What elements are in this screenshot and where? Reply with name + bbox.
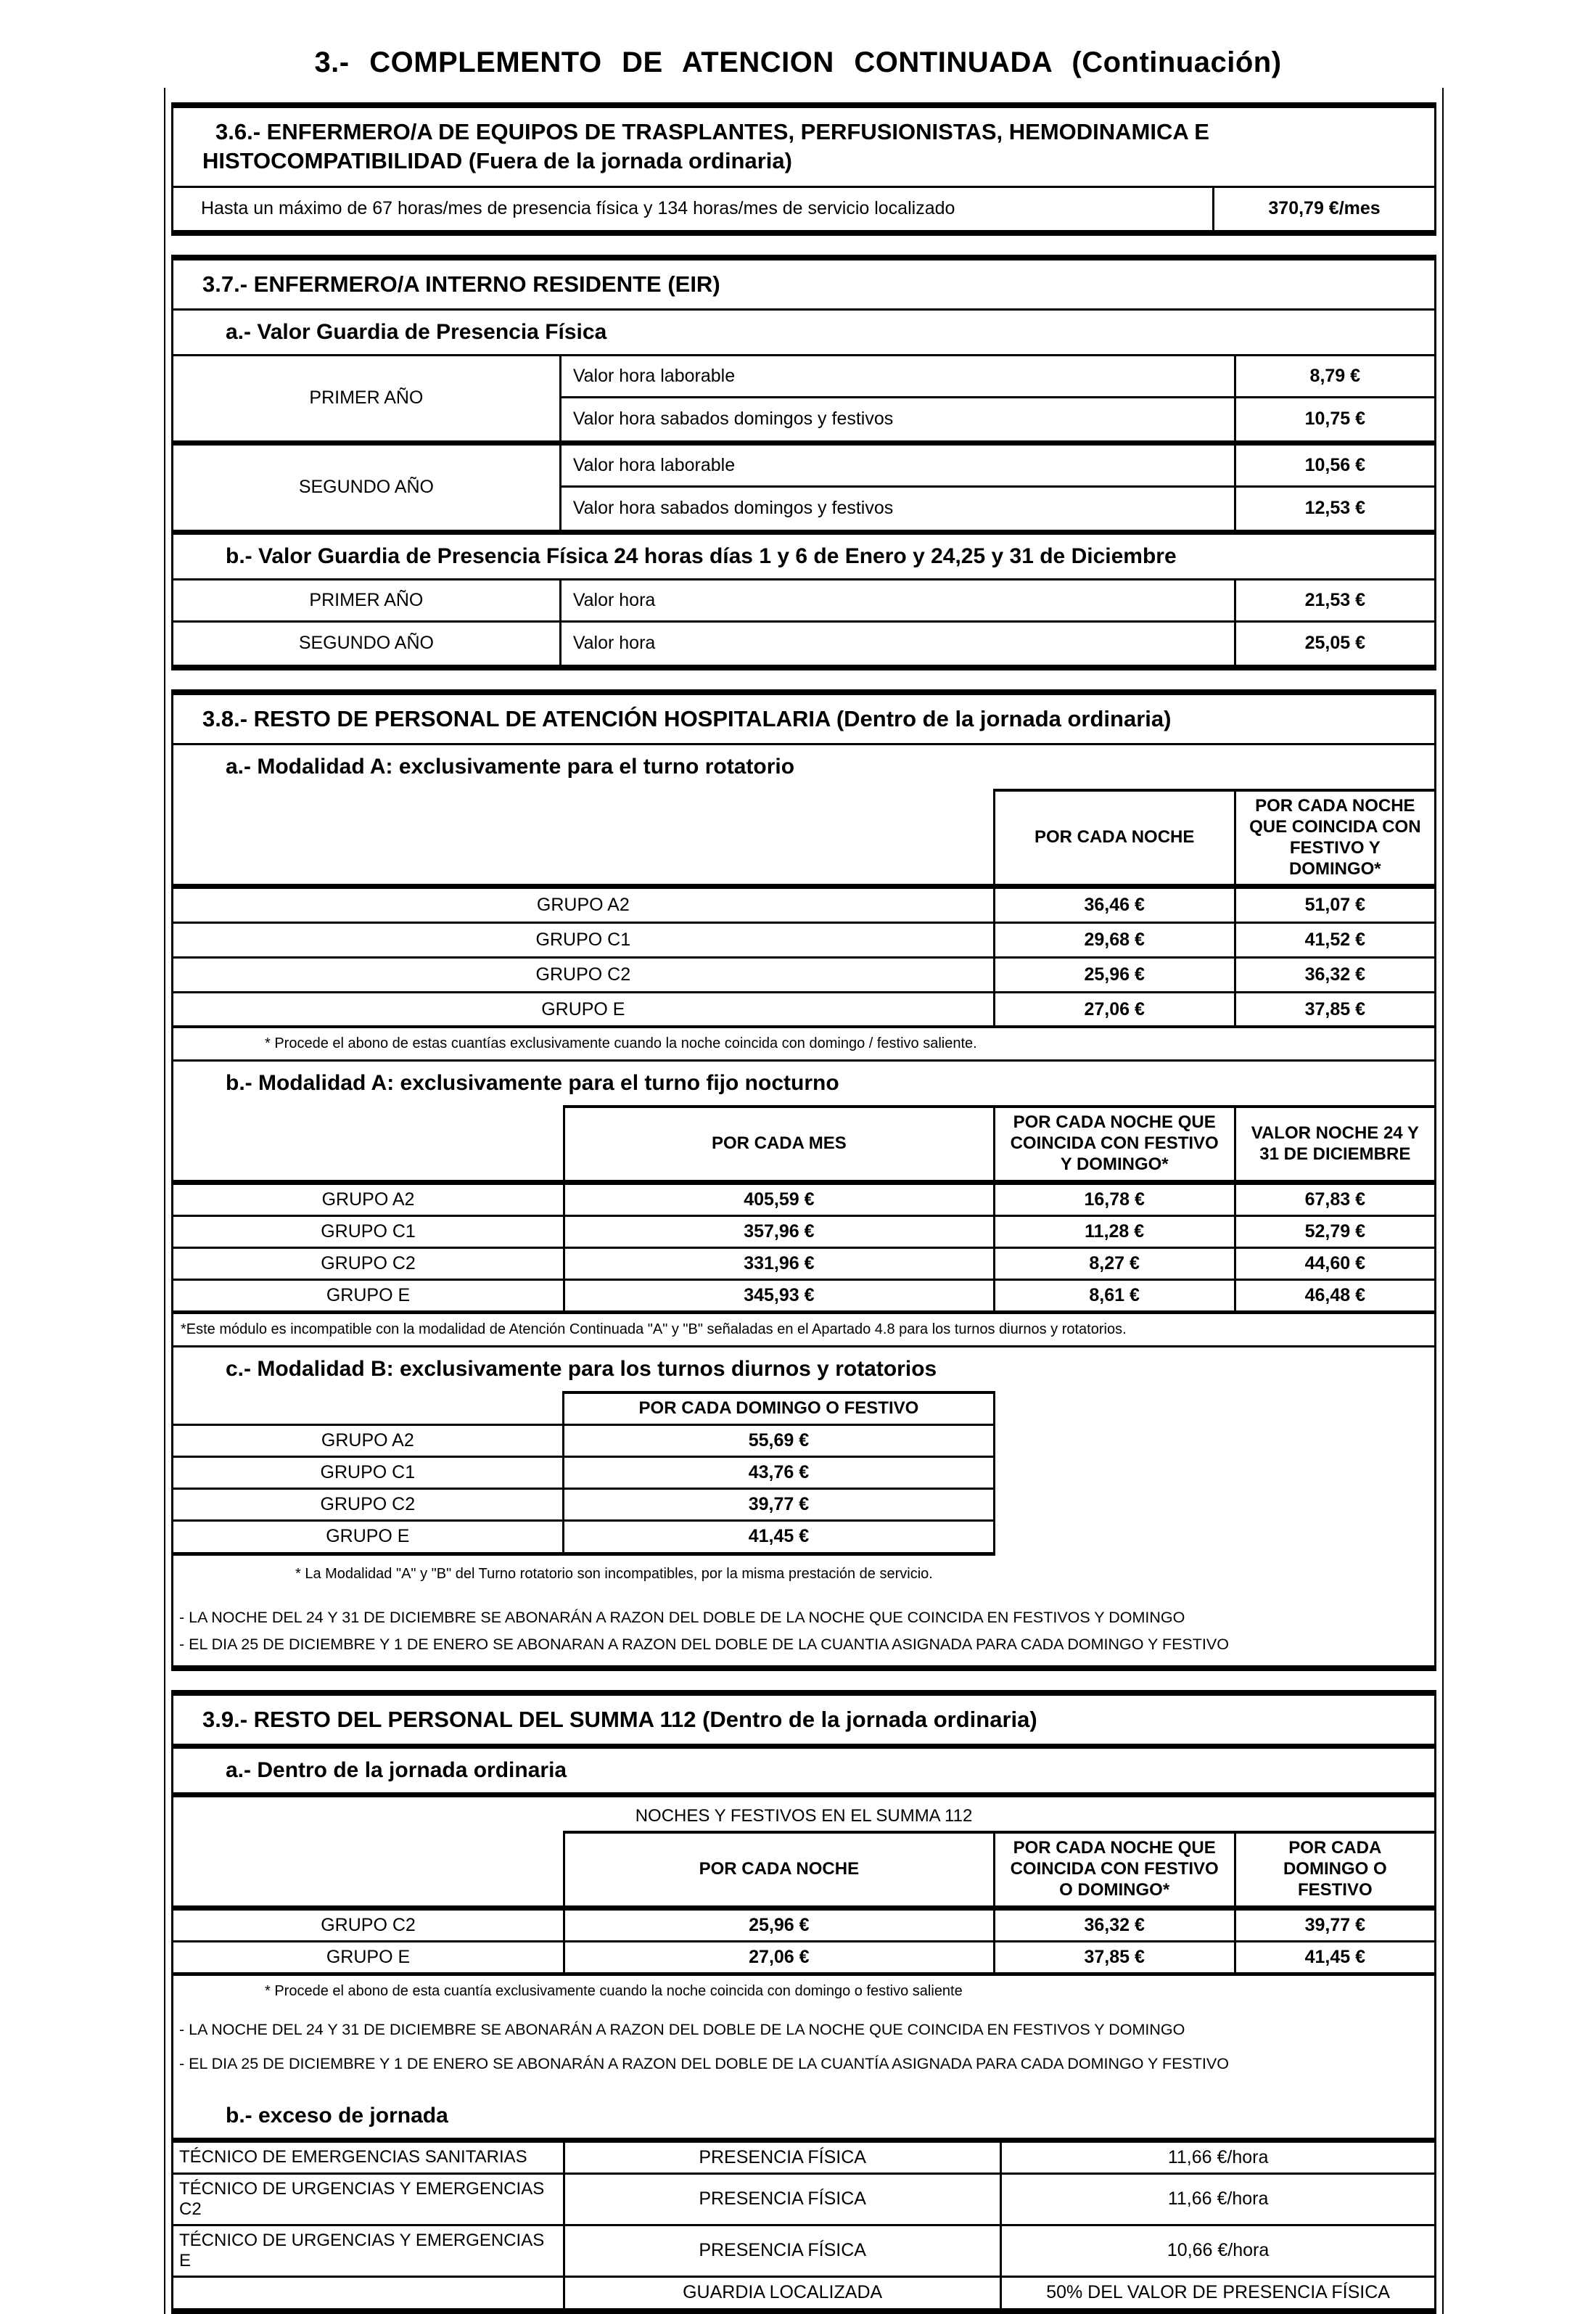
rate-value: 37,85 € [993, 1942, 1234, 1972]
mode-label: PRESENCIA FÍSICA [563, 2175, 1000, 2224]
table-row [173, 1490, 993, 1522]
rate-value: 41,52 € [1234, 924, 1434, 956]
subheading-c-row [173, 1347, 1434, 1391]
rate-label: Valor hora laborable [559, 356, 1234, 398]
section-3-8 [171, 689, 1436, 1671]
subheading-b-row [173, 535, 1434, 580]
subheading-a-row [173, 745, 1434, 789]
empty-cell [173, 1105, 563, 1179]
rate-value: 46,48 € [1234, 1281, 1434, 1310]
rate-value: 43,76 € [562, 1458, 993, 1488]
table-row [173, 1458, 993, 1490]
subheading-a-row [173, 1749, 1434, 1797]
rate-value: 8,61 € [993, 1281, 1234, 1310]
footnote: * Procede el abono de esta cuantía exclusivamente cuando la noche coincida con domingo o festivo saliente [265, 1982, 963, 1999]
column-header-noche: POR CADA NOCHE [993, 789, 1234, 884]
empty-cell [173, 789, 993, 884]
group-label: SEGUNDO AÑO [298, 477, 434, 498]
rate-value: 50% DEL VALOR DE PRESENCIA FÍSICA [1000, 2278, 1434, 2308]
rate-value: 12,53 € [1234, 488, 1434, 530]
notes-block [173, 1593, 1434, 1665]
rate-value: 39,77 € [562, 1490, 993, 1519]
table-row [173, 2278, 1434, 2308]
note-line: - EL DIA 25 DE DICIEMBRE Y 1 DE ENERO SE ABONARAN A RAZON DEL DOBLE DE LA CUANTIA ASIGNADA PARA CADA DOMINGO Y FESTIVO [179, 1635, 1229, 1653]
footnote-a: * Procede el abono de estas cuantías exclusivamente cuando la noche coincida con domingo / festivo saliente. [265, 1035, 977, 1052]
rate-value: 41,45 € [562, 1522, 993, 1552]
table-row [173, 924, 1434, 959]
rate-value: 405,59 € [563, 1185, 993, 1215]
empty-cell [173, 1831, 563, 1905]
table-row [173, 1942, 1434, 1976]
group-label: GRUPO A2 [536, 895, 630, 916]
document-frame [164, 88, 1444, 2314]
table-modalidad-b [173, 1391, 995, 1556]
table-row [173, 623, 1434, 665]
table-caption: NOCHES Y FESTIVOS EN EL SUMMA 112 [635, 1806, 973, 1826]
table-c-header-row [173, 1391, 993, 1426]
section-3-6 [171, 102, 1436, 236]
subheading-a: a.- Modalidad A: exclusivamente para el turno rotatorio [226, 755, 795, 779]
mode-label: GUARDIA LOCALIZADA [563, 2278, 1000, 2308]
table-b-header-row [173, 1105, 1434, 1184]
footnote-c: * La Modalidad "A" y "B" del Turno rotatorio son incompatibles, por la misma prestación de servicio. [295, 1565, 933, 1582]
section-3-7-heading: 3.7.- ENFERMERO/A INTERNO RESIDENTE (EIR) [202, 271, 720, 297]
condition-value: 370,79 €/mes [1212, 188, 1434, 230]
table-row [173, 1281, 1434, 1314]
subheading-b: b.- Modalidad A: exclusivamente para el turno fijo nocturno [226, 1071, 839, 1096]
condition-text: Hasta un máximo de 67 horas/mes de presencia física y 134 horas/mes de servicio localizado [201, 198, 955, 219]
table-row [173, 959, 1434, 993]
table-row [173, 2143, 1434, 2175]
rate-value: 27,06 € [563, 1942, 993, 1972]
table-row [173, 1185, 1434, 1217]
table-row [173, 580, 1434, 623]
subheading-a: a.- Dentro de la jornada ordinaria [226, 1758, 567, 1783]
column-header-festivo: POR CADA NOCHE QUE COINCIDA CON FESTIVO Y DOMINGO* [993, 1105, 1234, 1179]
mode-label: PRESENCIA FÍSICA [563, 2143, 1000, 2173]
group-label: GRUPO C1 [320, 1461, 416, 1482]
rate-label: Valor hora sabados domingos y festivos [559, 398, 1234, 440]
rate-value: 41,45 € [1234, 1942, 1434, 1972]
role-label [173, 2278, 563, 2308]
rate-value: 11,66 €/hora [1000, 2175, 1434, 2224]
group-label: GRUPO E [326, 1526, 410, 1547]
group-label: PRIMER AÑO [309, 589, 424, 610]
table-a-header-row [173, 789, 1434, 889]
subheading-b: b.- exceso de jornada [226, 2103, 448, 2128]
group-label: GRUPO C2 [320, 1493, 416, 1514]
rate-value: 25,05 € [1234, 623, 1434, 665]
note-line: - LA NOCHE DEL 24 Y 31 DE DICIEMBRE SE ABONARÁN A RAZON DEL DOBLE DE LA NOCHE QUE COINCIDA EN FESTIVOS Y DOMINGO [179, 2020, 1185, 2038]
rate-value: 8,27 € [993, 1249, 1234, 1279]
rate-value: 36,32 € [993, 1911, 1234, 1940]
rate-value: 36,46 € [993, 889, 1234, 922]
rate-label: Valor hora laborable [559, 446, 1234, 488]
rate-value: 27,06 € [993, 993, 1234, 1025]
role-label: TÉCNICO DE URGENCIAS Y EMERGENCIAS C2 [179, 2178, 545, 2219]
footnote-row [173, 1314, 1434, 1347]
group-label: GRUPO C1 [535, 930, 631, 951]
subheading-c: c.- Modalidad B: exclusivamente para los turnos diurnos y rotatorios [226, 1356, 937, 1381]
group-label: GRUPO E [541, 998, 625, 1019]
group-label: GRUPO C2 [321, 1914, 416, 1935]
role-label: TÉCNICO DE EMERGENCIAS SANITARIAS [179, 2147, 527, 2167]
rate-value: 21,53 € [1234, 580, 1434, 620]
rate-value: 10,75 € [1234, 398, 1434, 440]
rate-value: 25,96 € [563, 1911, 993, 1940]
group-label: GRUPO C2 [535, 964, 631, 985]
rate-value: 357,96 € [563, 1217, 993, 1247]
rate-value: 51,07 € [1234, 889, 1434, 922]
column-header-domingo-festivo: POR CADA DOMINGO O FESTIVO [562, 1391, 993, 1424]
notes-block [173, 2003, 1434, 2094]
group-label: GRUPO E [326, 1946, 411, 1967]
rate-value: 39,77 € [1234, 1911, 1434, 1940]
section-3-9-heading: 3.9.- RESTO DEL PERSONAL DEL SUMMA 112 (Dentro de la jornada ordinaria) [202, 1706, 1037, 1732]
section-3-8-heading-row [173, 695, 1434, 745]
footnote-row [173, 1976, 1434, 2003]
row-group-primer-ano [173, 356, 1434, 446]
column-header-noche: POR CADA NOCHE [563, 1831, 993, 1905]
table-row [173, 889, 1434, 924]
table-row [173, 2226, 1434, 2278]
note-line: - EL DIA 25 DE DICIEMBRE Y 1 DE ENERO SE ABONARÁN A RAZON DEL DOBLE DE LA CUANTÍA ASIGNADA PARA CADA DOMINGO Y FESTIVO [179, 2054, 1229, 2072]
rate-label: Valor hora [559, 580, 1234, 620]
group-label: GRUPO E [326, 1284, 411, 1305]
page-title: 3.- COMPLEMENTO DE ATENCION CONTINUADA (Continuación) [314, 46, 1282, 78]
rate-value: 11,28 € [993, 1217, 1234, 1247]
rate-value: 10,56 € [1234, 446, 1434, 488]
rate-value: 37,85 € [1234, 993, 1434, 1025]
column-header-valor-noche: VALOR NOCHE 24 Y 31 DE DICIEMBRE [1234, 1105, 1434, 1179]
footnote-row [173, 1556, 1434, 1593]
role-label: TÉCNICO DE URGENCIAS Y EMERGENCIAS E [179, 2230, 545, 2270]
rate-value: 345,93 € [563, 1281, 993, 1310]
group-label: SEGUNDO AÑO [298, 633, 434, 654]
section-3-7 [171, 255, 1436, 670]
table-row [173, 993, 1434, 1028]
section-3-6-condition-row [173, 188, 1434, 230]
rate-label: Valor hora sabados domingos y festivos [559, 488, 1234, 530]
row-group-segundo-ano [173, 446, 1434, 535]
table-row [173, 1911, 1434, 1942]
table-header-row [173, 1831, 1434, 1910]
group-label: GRUPO C1 [321, 1220, 416, 1242]
rate-label: Valor hora [559, 623, 1234, 665]
group-label: GRUPO A2 [321, 1189, 415, 1210]
table-caption-row [173, 1797, 1434, 1831]
note-line: - LA NOCHE DEL 24 Y 31 DE DICIEMBRE SE ABONARÁN A RAZON DEL DOBLE DE LA NOCHE QUE COINCIDA EN FESTIVOS Y DOMINGO [179, 1608, 1185, 1626]
rate-value: 29,68 € [993, 924, 1234, 956]
section-3-8-heading: 3.8.- RESTO DE PERSONAL DE ATENCIÓN HOSPITALARIA (Dentro de la jornada ordinaria) [202, 705, 1172, 731]
column-header-festivo: POR CADA NOCHE QUE COINCIDA CON FESTIVO Y DOMINGO* [1234, 789, 1434, 884]
subheading-a-row [173, 311, 1434, 356]
rate-value: 55,69 € [562, 1426, 993, 1456]
rate-value: 331,96 € [563, 1249, 993, 1279]
section-3-9 [171, 1690, 1436, 2314]
subheading-a: a.- Valor Guardia de Presencia Física [226, 319, 607, 344]
subheading-b-row [173, 2094, 1434, 2143]
subheading-b-row [173, 1062, 1434, 1105]
group-label: GRUPO A2 [321, 1429, 414, 1451]
column-header-mes: POR CADA MES [563, 1105, 993, 1179]
group-label: PRIMER AÑO [309, 387, 424, 409]
empty-cell [173, 1391, 562, 1424]
rate-value: 11,66 €/hora [1000, 2143, 1434, 2173]
section-3-9-heading-row [173, 1696, 1434, 1749]
footnote-b: *Este módulo es incompatible con la modalidad de Atención Continuada "A" y "B" señaladas en el Apartado 4.8 para los turnos diurnos y rotatorios. [181, 1321, 1127, 1337]
group-label: GRUPO C2 [321, 1252, 416, 1273]
table-row [173, 1522, 993, 1552]
section-3-6-heading: 3.6.- ENFERMERO/A DE EQUIPOS DE TRASPLANTES, PERFUSIONISTAS, HEMODINAMICA E HISTOCOMPATIBILIDAD (Fuera de la jornada ordinaria) [202, 119, 1209, 174]
subheading-b: b.- Valor Guardia de Presencia Física 24 horas días 1 y 6 de Enero y 24,25 y 31 de Diciembre [226, 543, 1177, 568]
rate-value: 8,79 € [1234, 356, 1434, 398]
rate-value: 16,78 € [993, 1185, 1234, 1215]
footnote-row [173, 1028, 1434, 1062]
table-row [173, 1249, 1434, 1281]
rate-value: 10,66 €/hora [1000, 2226, 1434, 2276]
table-row [173, 2175, 1434, 2226]
column-header-festivo: POR CADA NOCHE QUE COINCIDA CON FESTIVO O DOMINGO* [993, 1831, 1234, 1905]
mode-label: PRESENCIA FÍSICA [563, 2226, 1000, 2276]
section-3-6-heading-row [173, 108, 1434, 188]
table-row [173, 1426, 993, 1458]
rate-value: 67,83 € [1234, 1185, 1434, 1215]
column-header-domingo: POR CADA DOMINGO O FESTIVO [1234, 1831, 1434, 1905]
table-row [173, 1217, 1434, 1249]
rate-value: 36,32 € [1234, 959, 1434, 991]
rate-value: 44,60 € [1234, 1249, 1434, 1279]
rate-value: 52,79 € [1234, 1217, 1434, 1247]
rate-value: 25,96 € [993, 959, 1234, 991]
section-3-7-heading-row [173, 260, 1434, 311]
